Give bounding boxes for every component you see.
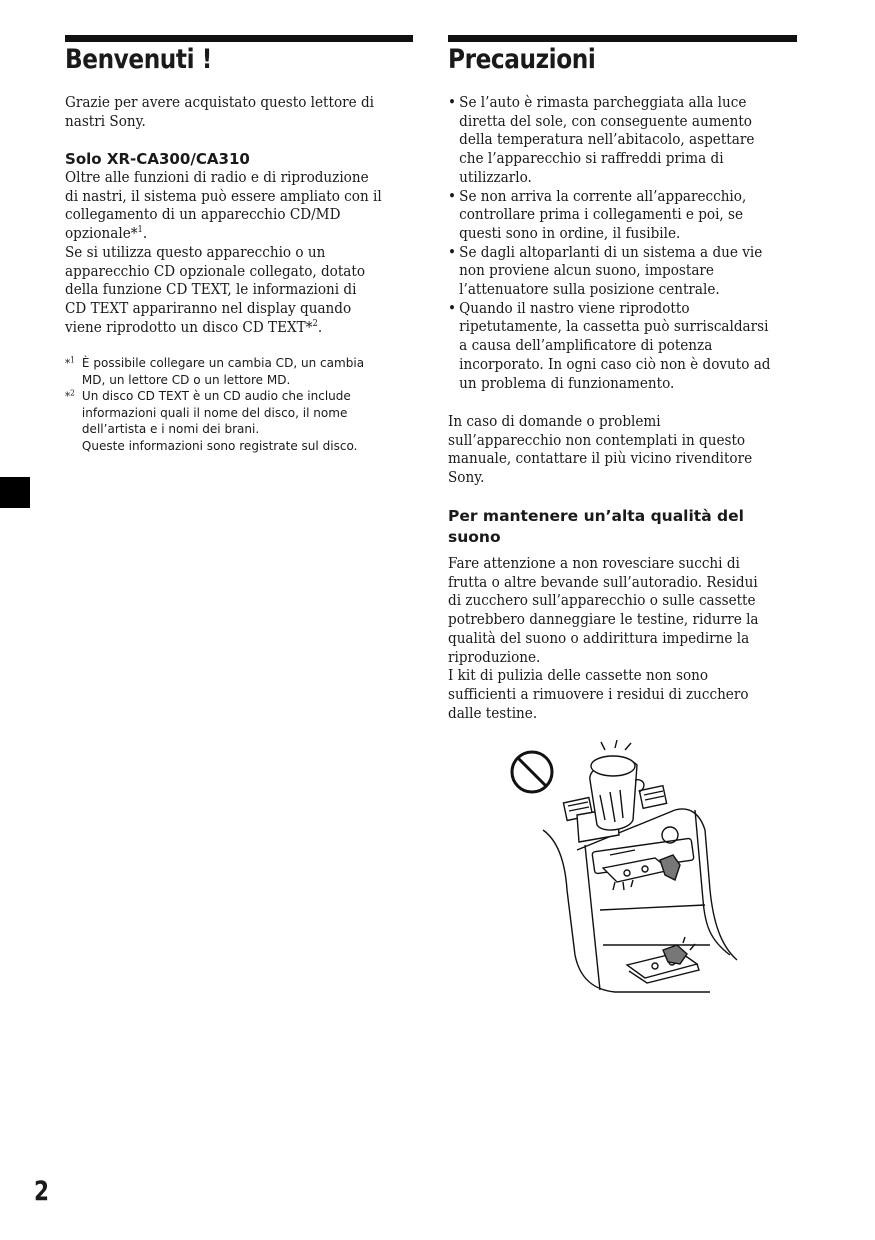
intro-paragraph xyxy=(65,94,411,131)
right-header-rule xyxy=(448,35,797,42)
text-line: • Se l’auto è rimasta parcheggiata alla luce xyxy=(459,94,747,111)
text-line: sufficienti a rimuovere i residui di zucchero xyxy=(448,685,749,703)
footnotes xyxy=(65,356,408,455)
text-fragment: viene riprodotto un disco CD TEXT* xyxy=(65,318,313,336)
spilled-drink-warning-illustration xyxy=(505,740,740,995)
quality-heading xyxy=(448,506,798,548)
list-item xyxy=(448,94,794,188)
text-line: un problema di funzionamento. xyxy=(459,374,675,392)
text-line: utilizzarlo. xyxy=(459,168,532,186)
text-line: Grazie per avere acquistato questo lettore di xyxy=(65,94,375,111)
text-line: Oltre alle funzioni di radio e di riproduzione xyxy=(65,169,369,186)
footnote-ref: 1 xyxy=(137,225,143,236)
footnote-mark xyxy=(65,356,82,389)
footnote-star: * xyxy=(65,357,71,370)
footnote-text xyxy=(82,389,358,455)
quality-paragraph xyxy=(448,555,794,723)
text-line: suono xyxy=(448,528,501,546)
text-line: che l’apparecchio si raffreddi prima di xyxy=(459,150,724,168)
text-line: qualità del suono o addirittura impedirne la xyxy=(448,629,750,647)
precautions-title: Precauzioni xyxy=(448,44,596,75)
footnote-mark xyxy=(65,389,82,455)
text-line: CD TEXT appariranno nel display quando xyxy=(65,299,352,317)
footnote-number: 2 xyxy=(70,388,75,398)
precautions-list xyxy=(448,94,794,393)
text-line: dalle testine. xyxy=(448,704,538,722)
footnote-1 xyxy=(65,356,408,389)
page-number: 2 xyxy=(34,1176,50,1207)
text-line: Un disco CD TEXT è un CD audio che include xyxy=(81,389,351,404)
text-line: Se si utilizza questo apparecchio o un xyxy=(65,243,326,261)
text-line: informazioni quali il nome del disco, il nome xyxy=(81,405,348,421)
text-line: Per mantenere un’alta qualità del xyxy=(448,507,744,525)
text-line: In caso di domande o problemi xyxy=(448,413,661,430)
ejected-cassette xyxy=(627,937,699,983)
text-line: non proviene alcun suono, impostare xyxy=(459,262,714,280)
footnote-text xyxy=(82,356,364,389)
text-line: questi sono in ordine, il fusibile. xyxy=(459,224,681,242)
text-line: • Se dagli altoparlanti di un sistema a due vie xyxy=(459,243,763,261)
welcome-title: Benvenuti ! xyxy=(65,44,212,75)
text-line: • Se non arriva la corrente all’apparecchio, xyxy=(459,187,747,205)
model-section-heading: Solo XR-CA300/CA310 xyxy=(65,150,250,168)
text-line: dell’artista e i nomi dei brani. xyxy=(81,422,260,437)
text-line: di nastri, il sistema può essere ampliato con il xyxy=(65,187,382,205)
list-item xyxy=(448,300,794,394)
text-line: È possibile collegare un cambia CD, un cambia xyxy=(81,356,365,371)
text-line: controllare prima i collegamenti e poi, se xyxy=(459,206,744,224)
list-item xyxy=(448,188,794,244)
cassette-with-spill xyxy=(603,855,680,890)
footnote-ref: 2 xyxy=(312,318,318,329)
text-fragment: . xyxy=(142,225,148,243)
text-line: della temperatura nell’abitacolo, aspettare xyxy=(459,131,755,149)
list-item xyxy=(448,244,794,300)
text-line: • Quando il nastro viene riprodotto xyxy=(459,299,690,317)
text-line: Queste informazioni sono registrate sul disco. xyxy=(81,438,358,454)
prohibition-icon xyxy=(512,752,552,792)
text-line: Sony. xyxy=(448,469,485,487)
text-line: di zucchero sull’apparecchio o sulle cassette xyxy=(448,592,756,610)
text-line: I kit di pulizia delle cassette non sono xyxy=(448,667,709,685)
expansion-paragraph xyxy=(65,169,411,337)
text-line: diretta del sole, con conseguente aumento xyxy=(459,112,752,130)
footnote-number: 1 xyxy=(70,355,75,365)
text-line xyxy=(65,319,411,338)
footnote-2 xyxy=(65,389,408,455)
text-line: ripetutamente, la cassetta può surriscaldarsi xyxy=(459,318,769,336)
text-line: sull’apparecchio non contemplati in questo xyxy=(448,431,746,449)
text-line: incorporato. In ogni caso ciò non è dovuto ad xyxy=(459,355,771,373)
text-line xyxy=(65,225,411,244)
text-line: della funzione CD TEXT, le informazioni di xyxy=(65,281,357,299)
text-line: Fare attenzione a non rovesciare succhi di xyxy=(448,555,740,572)
text-line: frutta o altre bevande sull’autoradio. Residui xyxy=(448,573,758,591)
section-tab-marker xyxy=(0,477,30,508)
left-header-rule xyxy=(65,35,413,42)
text-line: manuale, contattare il più vicino rivenditore xyxy=(448,450,753,468)
text-line: a causa dell’amplificatore di potenza xyxy=(459,337,713,355)
text-line: collegamento di un apparecchio CD/MD xyxy=(65,206,341,224)
text-fragment: . xyxy=(317,318,323,336)
text-line: apparecchio CD opzionale collegato, dotato xyxy=(65,262,366,280)
text-line: l’attenuatore sulla posizione centrale. xyxy=(459,281,720,299)
text-fragment: opzionale* xyxy=(65,225,138,243)
text-line: nastri Sony. xyxy=(65,112,146,130)
text-line: riproduzione. xyxy=(448,648,541,666)
text-line: potrebbero danneggiare le testine, ridurre la xyxy=(448,611,759,629)
contact-paragraph xyxy=(448,413,794,488)
footnote-star: * xyxy=(65,390,71,403)
text-line: MD, un lettore CD o un lettore MD. xyxy=(81,372,291,388)
